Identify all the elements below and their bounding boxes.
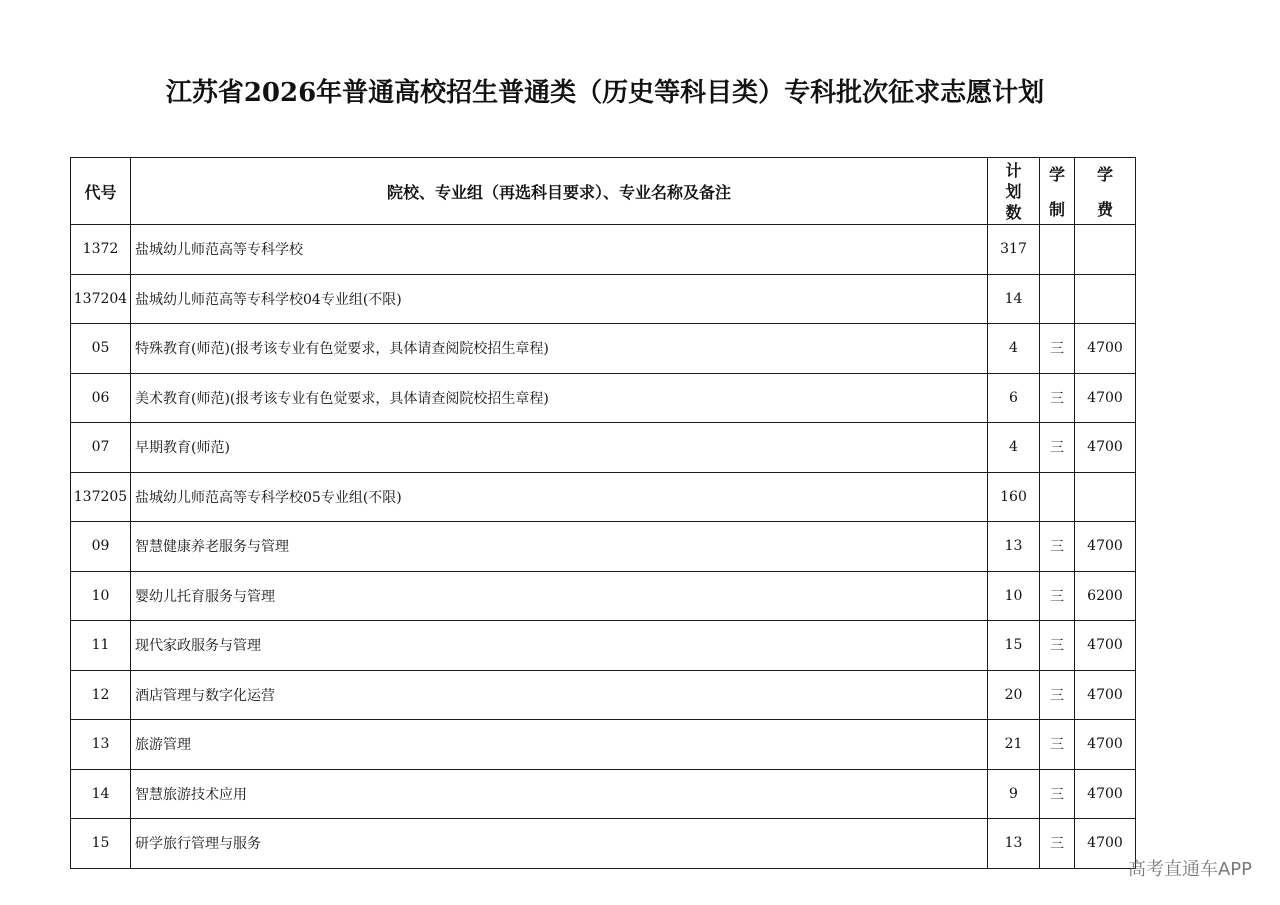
cell-name: 研学旅行管理与服务 bbox=[131, 819, 988, 869]
table-row bbox=[71, 274, 1136, 324]
cell-plan: 21 bbox=[988, 720, 1040, 770]
table-row bbox=[71, 720, 1136, 770]
table-row bbox=[71, 769, 1136, 819]
header-fee-char: 费 bbox=[1096, 200, 1113, 219]
cell-name: 智慧健康养老服务与管理 bbox=[131, 522, 988, 572]
cell-code: 05 bbox=[71, 324, 131, 374]
cell-fee: 4700 bbox=[1075, 720, 1136, 770]
cell-name: 智慧旅游技术应用 bbox=[131, 769, 988, 819]
table-row bbox=[71, 472, 1136, 522]
cell-duration: 三 bbox=[1040, 670, 1075, 720]
header-plan bbox=[988, 158, 1040, 225]
cell-name: 特殊教育(师范)(报考该专业有色觉要求，具体请查阅院校招生章程) bbox=[131, 324, 988, 374]
cell-code: 137205 bbox=[71, 472, 131, 522]
cell-duration: 三 bbox=[1040, 522, 1075, 572]
header-name: 院校、专业组（再选科目要求）、专业名称及备注 bbox=[131, 158, 988, 225]
header-duration-char: 学 bbox=[1048, 165, 1065, 184]
cell-code: 11 bbox=[71, 621, 131, 671]
table-row bbox=[71, 621, 1136, 671]
cell-code: 10 bbox=[71, 571, 131, 621]
cell-code: 137204 bbox=[71, 274, 131, 324]
cell-name: 酒店管理与数字化运营 bbox=[131, 670, 988, 720]
cell-code: 1372 bbox=[71, 225, 131, 275]
table-row bbox=[71, 423, 1136, 473]
cell-plan: 6 bbox=[988, 373, 1040, 423]
cell-duration: 三 bbox=[1040, 819, 1075, 869]
cell-name: 婴幼儿托育服务与管理 bbox=[131, 571, 988, 621]
cell-name: 早期教育(师范) bbox=[131, 423, 988, 473]
header-plan-char: 数 bbox=[1005, 202, 1022, 222]
header-code: 代号 bbox=[71, 158, 131, 225]
cell-fee bbox=[1075, 274, 1136, 324]
cell-duration: 三 bbox=[1040, 373, 1075, 423]
header-fee-char: 学 bbox=[1096, 165, 1113, 184]
cell-fee: 4700 bbox=[1075, 769, 1136, 819]
table-row bbox=[71, 670, 1136, 720]
cell-name: 盐城幼儿师范高等专科学校05专业组(不限) bbox=[131, 472, 988, 522]
cell-code: 09 bbox=[71, 522, 131, 572]
cell-fee: 4700 bbox=[1075, 423, 1136, 473]
table-row bbox=[71, 819, 1136, 869]
cell-code: 12 bbox=[71, 670, 131, 720]
cell-name: 现代家政服务与管理 bbox=[131, 621, 988, 671]
header-fee bbox=[1075, 158, 1136, 225]
cell-name: 旅游管理 bbox=[131, 720, 988, 770]
cell-name: 盐城幼儿师范高等专科学校04专业组(不限) bbox=[131, 274, 988, 324]
header-duration-char: 制 bbox=[1048, 200, 1065, 219]
app-watermark: 高考直通车APP bbox=[1127, 859, 1252, 880]
cell-plan: 4 bbox=[988, 324, 1040, 374]
header-plan-char: 计 bbox=[1005, 160, 1022, 180]
cell-code: 06 bbox=[71, 373, 131, 423]
cell-duration: 三 bbox=[1040, 324, 1075, 374]
cell-fee: 4700 bbox=[1075, 522, 1136, 572]
cell-plan: 20 bbox=[988, 670, 1040, 720]
cell-plan: 160 bbox=[988, 472, 1040, 522]
cell-duration bbox=[1040, 225, 1075, 275]
cell-name: 盐城幼儿师范高等专科学校 bbox=[131, 225, 988, 275]
header-plan-char: 划 bbox=[1005, 181, 1022, 201]
cell-code: 15 bbox=[71, 819, 131, 869]
cell-fee: 4700 bbox=[1075, 670, 1136, 720]
cell-plan: 14 bbox=[988, 274, 1040, 324]
cell-fee bbox=[1075, 225, 1136, 275]
cell-plan: 317 bbox=[988, 225, 1040, 275]
cell-fee: 4700 bbox=[1075, 621, 1136, 671]
cell-code: 14 bbox=[71, 769, 131, 819]
table-row bbox=[71, 225, 1136, 275]
table-row bbox=[71, 324, 1136, 374]
cell-plan: 15 bbox=[988, 621, 1040, 671]
cell-duration: 三 bbox=[1040, 423, 1075, 473]
cell-code: 07 bbox=[71, 423, 131, 473]
table-header-row bbox=[71, 158, 1136, 225]
enrollment-plan-table bbox=[70, 157, 1136, 869]
cell-fee: 6200 bbox=[1075, 571, 1136, 621]
cell-plan: 4 bbox=[988, 423, 1040, 473]
cell-duration bbox=[1040, 274, 1075, 324]
cell-duration: 三 bbox=[1040, 720, 1075, 770]
cell-fee: 4700 bbox=[1075, 819, 1136, 869]
cell-duration bbox=[1040, 472, 1075, 522]
cell-fee: 4700 bbox=[1075, 373, 1136, 423]
cell-duration: 三 bbox=[1040, 571, 1075, 621]
table-row bbox=[71, 522, 1136, 572]
header-duration bbox=[1040, 158, 1075, 225]
cell-plan: 10 bbox=[988, 571, 1040, 621]
table-row bbox=[71, 571, 1136, 621]
table-row bbox=[71, 373, 1136, 423]
cell-code: 13 bbox=[71, 720, 131, 770]
cell-duration: 三 bbox=[1040, 769, 1075, 819]
cell-duration: 三 bbox=[1040, 621, 1075, 671]
cell-name: 美术教育(师范)(报考该专业有色觉要求，具体请查阅院校招生章程) bbox=[131, 373, 988, 423]
cell-plan: 9 bbox=[988, 769, 1040, 819]
cell-plan: 13 bbox=[988, 819, 1040, 869]
cell-plan: 13 bbox=[988, 522, 1040, 572]
cell-fee bbox=[1075, 472, 1136, 522]
page-title: 江苏省2026年普通高校招生普通类（历史等科目类）专科批次征求志愿计划 bbox=[165, 78, 1045, 108]
cell-fee: 4700 bbox=[1075, 324, 1136, 374]
